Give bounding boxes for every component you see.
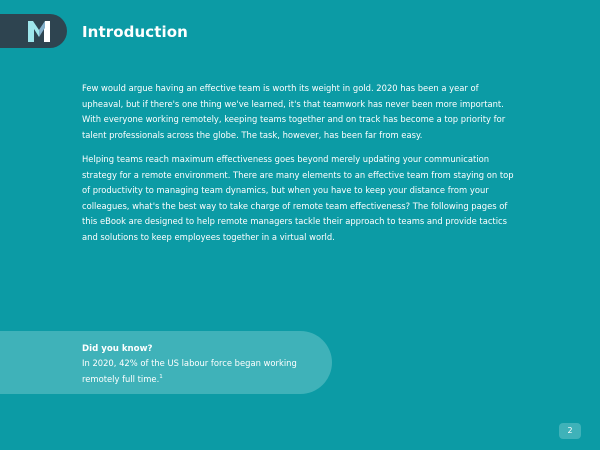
body-text: [82, 81, 522, 254]
logo-tab: [0, 14, 67, 48]
page-title: Introduction: [82, 23, 188, 41]
intro-paragraph-1: Few would argue having an effective team is worth its weight in gold. 2020 has been a year of upheaval, but if there's one thing we've learned, it's that teamwork has never been more important. With everyone working remotely, keeping teams together and on track has become a top priority for talent professionals across the globe. The task, however, has been far from easy.: [82, 83, 506, 140]
callout-statistic: In 2020, 42% of the US labour force began working remotely full time.: [82, 358, 297, 384]
callout-text: [82, 356, 312, 387]
brand-m-logo-icon: [26, 18, 52, 44]
did-you-know-callout: [0, 331, 332, 394]
page-number-badge: 2: [559, 423, 581, 439]
intro-paragraph-2: Helping teams reach maximum effectiveness goes beyond merely updating your communication strategy for a remote environment. There are many elements to an effective team from staying on top of productivity to managing team dynamics, but when you have to keep your distance from your colleagues, what's the best way to take charge of remote team effectiveness? The following pages of this eBook are designed to help remote managers tackle their approach to teams and provide tactics and solutions to keep employees together in a virtual world.: [82, 154, 514, 242]
callout-heading: Did you know?: [82, 344, 153, 354]
footnote-marker: 1: [159, 373, 163, 380]
